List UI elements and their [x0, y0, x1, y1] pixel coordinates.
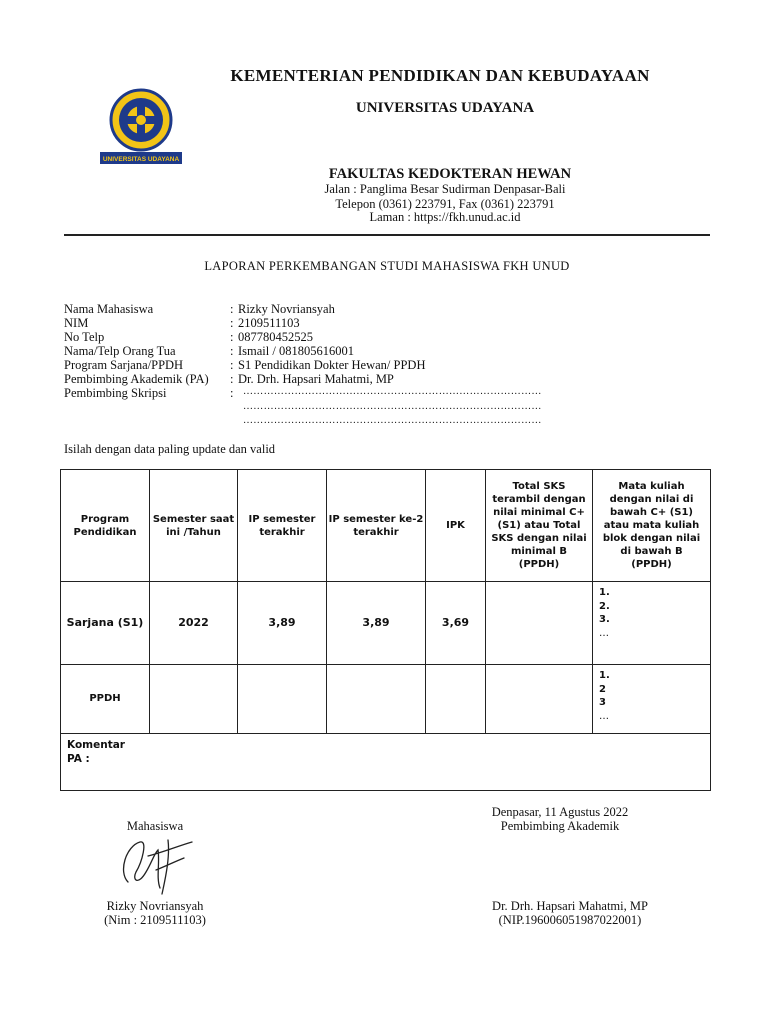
cell-ip-last: 3,89 — [238, 582, 327, 665]
ministry-title: KEMENTERIAN PENDIDIKAN DAN KEBUDAYAAN — [230, 66, 650, 85]
cell-ip-last — [238, 665, 327, 734]
cell-ipk: 3,69 — [426, 582, 486, 665]
cell-total-sks — [486, 582, 593, 665]
info-label-advisor: Pembimbing Akademik (PA) — [64, 372, 209, 386]
table-row — [61, 582, 711, 665]
website-line: Laman : https://fkh.unud.ac.id — [369, 210, 521, 224]
student-nim: (Nim : 2109511103) — [104, 913, 206, 927]
header-ip-second: IP semester ke-2 terakhir — [327, 470, 426, 582]
header-program: Program Pendidikan — [61, 470, 150, 582]
study-progress-table — [60, 469, 710, 791]
advisor-name: Dr. Drh. Hapsari Mahatmi, MP — [492, 899, 648, 913]
cell-semester — [150, 665, 238, 734]
cell-ip-second: 3,89 — [327, 582, 426, 665]
info-colon: : — [230, 358, 234, 372]
cell-semester: 2022 — [150, 582, 238, 665]
student-title: Mahasiswa — [126, 819, 184, 833]
student-name: Rizky Novriansyah — [106, 899, 204, 913]
info-label-name: Nama Mahasiswa — [64, 302, 154, 316]
university-title: UNIVERSITAS UDAYANA — [355, 100, 535, 116]
header-ip-last: IP semester terakhir — [238, 470, 327, 582]
list-item: 1. — [599, 670, 610, 681]
header-ipk: IPK — [426, 470, 486, 582]
info-value-program: S1 Pendidikan Dokter Hewan/ PPDH — [238, 358, 426, 372]
info-colon: : — [230, 330, 234, 344]
cell-ipk — [426, 665, 486, 734]
student-signature — [108, 832, 198, 902]
address-line: Jalan : Panglima Besar Sudirman Denpasar-Bali — [324, 182, 566, 196]
thesis-dots-line: …………………………………………………………………………… — [243, 401, 542, 412]
cell-total-sks — [486, 665, 593, 734]
logo-text: UNIVERSITAS UDAYANA — [102, 156, 180, 163]
report-title: LAPORAN PERKEMBANGAN STUDI MAHASISWA FKH UNUD — [204, 259, 570, 273]
info-label-nim: NIM — [64, 316, 89, 330]
header-divider — [64, 234, 710, 236]
info-label-parent: Nama/Telp Orang Tua — [64, 344, 176, 358]
header-total-sks: Total SKS terambil dengan nilai minimal C+ (S1) atau Total SKS dengan nilai minimal B (PPDH) — [486, 470, 593, 582]
instruction-text: Isilah dengan data paling update dan valid — [64, 442, 276, 456]
list-item: … — [599, 627, 609, 639]
info-label-program: Program Sarjana/PPDH — [64, 358, 184, 372]
cell-low-courses — [593, 665, 711, 734]
header-low-courses: Mata kuliah dengan nilai di bawah C+ (S1) atau mata kuliah blok dengan nilai di bawah B (PPDH) — [593, 470, 711, 582]
comment-cell[interactable] — [61, 734, 711, 791]
list-item: 2 — [599, 683, 606, 695]
thesis-dots-line: …………………………………………………………………………… — [243, 415, 542, 426]
cell-program: PPDH — [61, 665, 150, 734]
list-item: 3 — [599, 697, 606, 708]
signing-date: Denpasar, 11 Agustus 2022 — [491, 805, 629, 819]
cell-ip-second — [327, 665, 426, 734]
info-colon: : — [230, 316, 234, 330]
info-label-phone: No Telp — [64, 330, 105, 344]
info-value-thesis: …………………………………………………………………………… — [243, 386, 542, 397]
info-value-phone: 087780452525 — [238, 330, 313, 344]
list-item: … — [599, 710, 609, 722]
info-colon: : — [230, 302, 234, 316]
advisor-title: Pembimbing Akademik — [500, 819, 620, 833]
advisor-nip: (NIP.196006051987022001) — [498, 913, 642, 927]
header-semester: Semester saat ini /Tahun — [150, 470, 238, 582]
list-item: 3. — [599, 614, 610, 625]
comment-label-pa: PA : — [67, 753, 90, 766]
info-label-thesis: Pembimbing Skripsi — [64, 386, 167, 400]
info-colon: : — [230, 344, 234, 358]
info-value-parent: Ismail / 081805616001 — [238, 344, 354, 358]
faculty-title: FAKULTAS KEDOKTERAN HEWAN — [328, 166, 572, 182]
list-item: 1. — [599, 587, 610, 598]
info-value-nim: 2109511103 — [238, 316, 300, 330]
cell-low-courses — [593, 582, 711, 665]
info-value-advisor: Dr. Drh. Hapsari Mahatmi, MP — [238, 372, 394, 386]
university-logo — [96, 86, 186, 166]
list-item: 2. — [599, 600, 610, 612]
info-colon: : — [230, 372, 234, 386]
info-value-name: Rizky Novriansyah — [238, 302, 335, 316]
cell-program: Sarjana (S1) — [61, 582, 150, 665]
phone-line: Telepon (0361) 223791, Fax (0361) 223791 — [335, 197, 555, 211]
table-row — [61, 665, 711, 734]
info-colon: : — [230, 386, 234, 400]
comment-label: Komentar — [67, 739, 125, 751]
